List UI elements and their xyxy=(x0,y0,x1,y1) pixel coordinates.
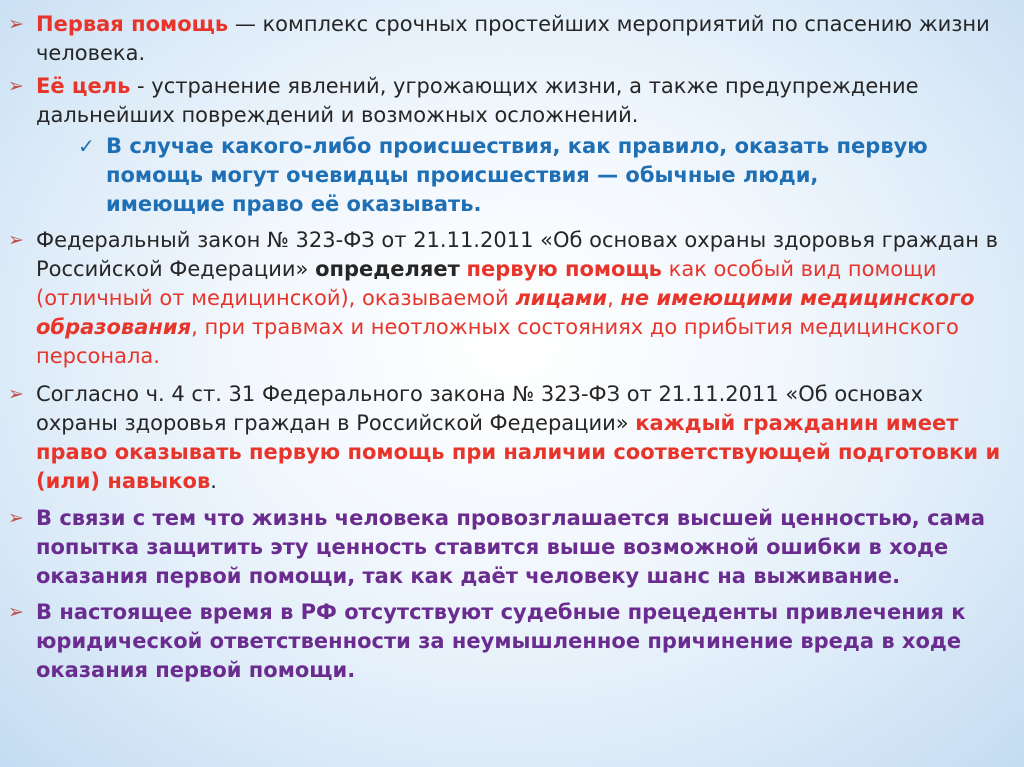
bullet-text: Первая помощь — комплекс срочных простейших мероприятий по спасению жизни человека. xyxy=(36,12,990,65)
bullet-text: Согласно ч. 4 ст. 31 Федерального закона № 323-ФЗ от 21.11.2011 «Об основах охраны здоровья граждан в Российской Федерации» каждый гражданин имеет право оказывать первую помощь при наличии соответствующей подготовки и (или) навыков. xyxy=(36,382,1001,493)
bullet-no-precedents xyxy=(8,598,1008,685)
bullet-highest-value xyxy=(8,504,1008,591)
sub-bullet-text: В случае какого-либо происшествия, как правило, оказать первую помощь могут очевидцы происшествия — обычные люди, имеющие право её оказывать. xyxy=(106,134,928,216)
sub-bullet-eyewitness xyxy=(78,132,938,219)
bullet-goal xyxy=(8,72,1008,130)
bullet-first-aid-definition xyxy=(8,10,1008,68)
arrow-bullet-icon: ➢ xyxy=(8,229,24,251)
checkmark-icon: ✓ xyxy=(78,134,95,158)
arrow-bullet-icon: ➢ xyxy=(8,13,24,35)
arrow-bullet-icon: ➢ xyxy=(8,601,24,623)
arrow-bullet-icon: ➢ xyxy=(8,507,24,529)
bullet-text: Федеральный закон № 323-ФЗ от 21.11.2011 «Об основах охраны здоровья граждан в Российской Федерации» определяет первую помощь как особый вид помощи (отличный от медицинской), оказываемой лицами, не имеющими медицинского образования, при травмах и неотложных состояниях до прибытия медицинского персонала. xyxy=(36,228,998,368)
arrow-bullet-icon: ➢ xyxy=(8,75,24,97)
bullet-federal-law xyxy=(8,226,1008,371)
arrow-bullet-icon: ➢ xyxy=(8,383,24,405)
bullet-article-31 xyxy=(8,380,1008,496)
bullet-text: В связи с тем что жизнь человека провозглашается высшей ценностью, сама попытка защитить эту ценность ставится выше возможной ошибки в ходе оказания первой помощи, так как даёт человеку шанс на выживание. xyxy=(36,506,986,588)
bullet-text: Её цель - устранение явлений, угрожающих жизни, а также предупреждение дальнейших повреждений и возможных осложнений. xyxy=(36,74,919,127)
bullet-text: В настоящее время в РФ отсутствуют судебные прецеденты привлечения к юридической ответственности за неумышленное причинение вреда в ходе оказания первой помощи. xyxy=(36,600,966,682)
